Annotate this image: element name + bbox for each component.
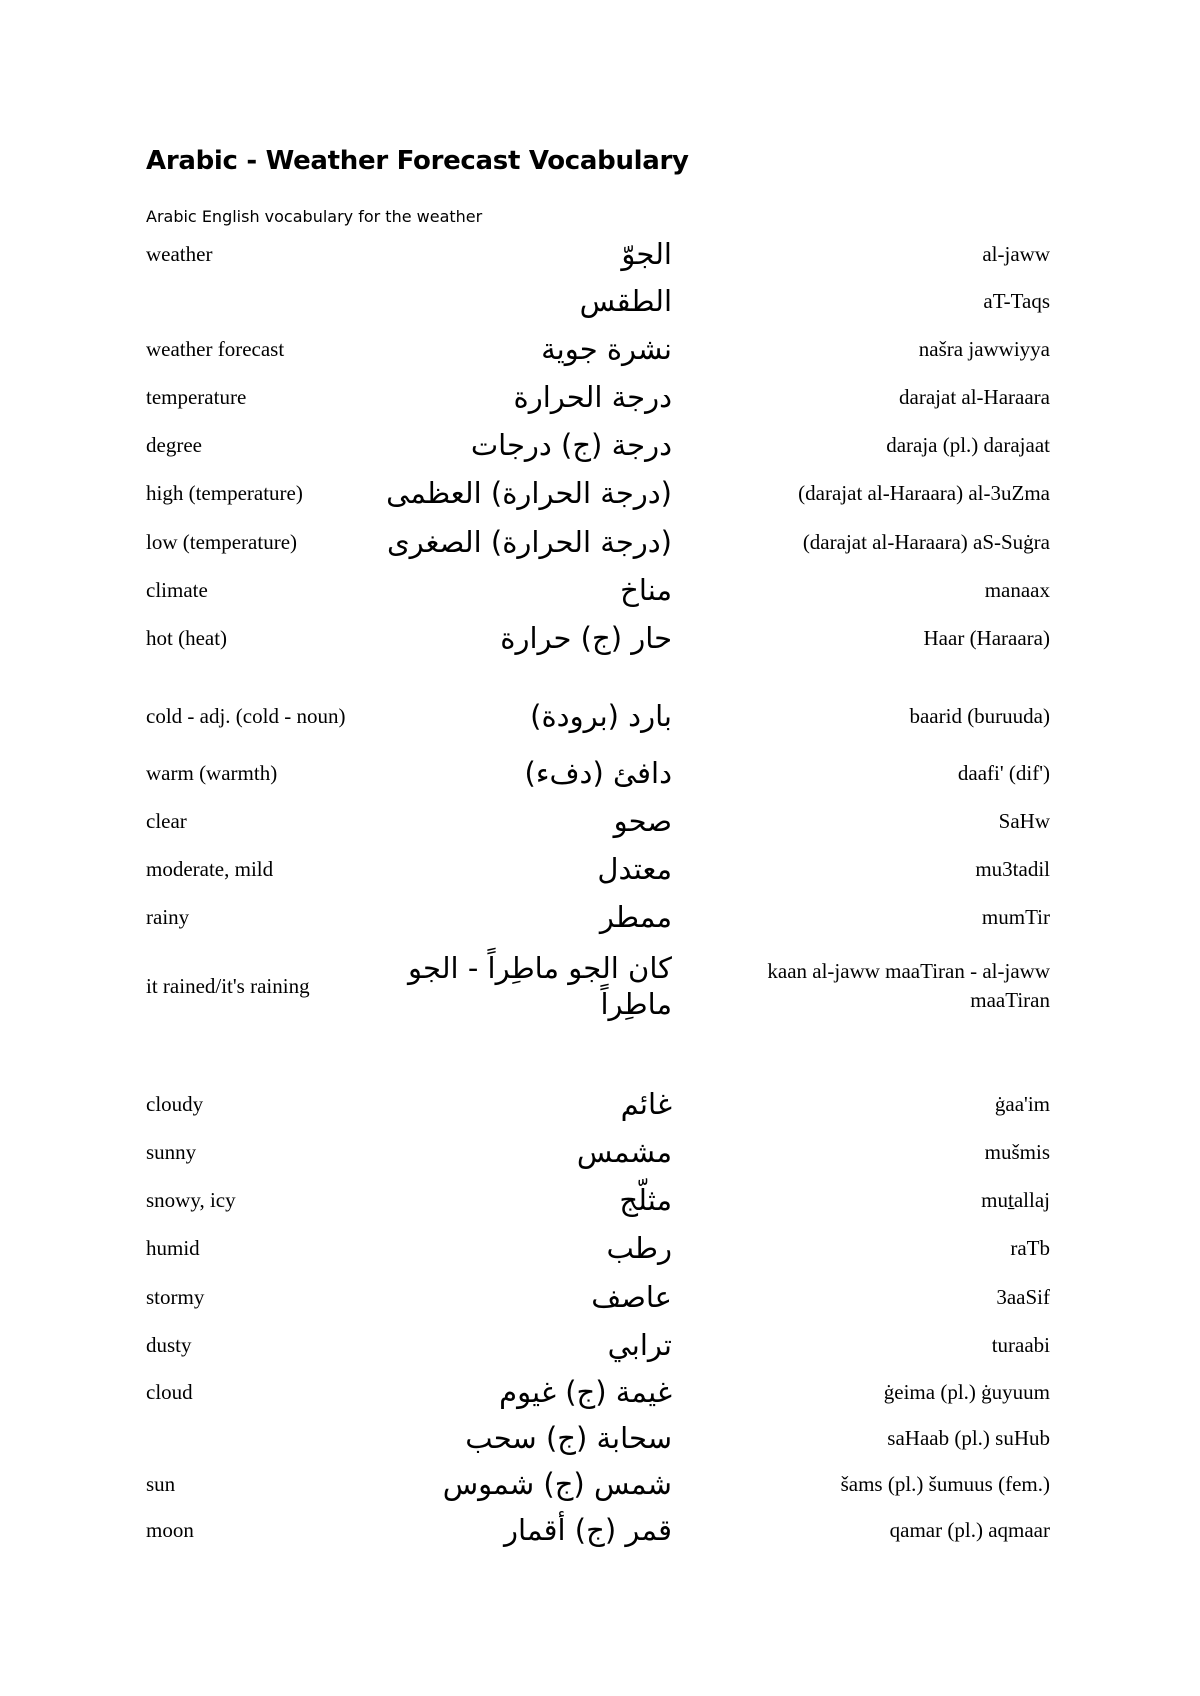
arabic-term: صحو <box>613 804 672 838</box>
arabic-term: (درجة الحرارة) الصغرى <box>386 525 672 559</box>
arabic-term: معتدل <box>597 852 672 886</box>
vocab-row-sun <box>0 1462 1200 1506</box>
vocab-row-moderate <box>0 847 1200 891</box>
english-term: snowy, icy <box>146 1187 236 1212</box>
transliteration: raTb <box>1010 1235 1050 1260</box>
vocab-row-weather-alt <box>0 279 1200 323</box>
transliteration: daafi' (dif') <box>957 760 1050 785</box>
vocab-row-snowy <box>0 1178 1200 1222</box>
arabic-term: غائم <box>620 1087 672 1121</box>
vocab-row-low-temperature <box>0 520 1200 564</box>
vocab-row-climate <box>0 568 1200 612</box>
english-term: rainy <box>146 904 190 929</box>
english-term: cloudy <box>146 1091 204 1116</box>
transliteration: (darajat al-Haraara) al-3uZma <box>798 480 1050 505</box>
english-term: moderate, mild <box>146 856 274 881</box>
arabic-term: مناخ <box>620 573 672 607</box>
english-term: cold - adj. (cold - noun) <box>146 703 346 728</box>
arabic-term: الجوّ <box>621 237 672 271</box>
vocab-row-humid <box>0 1226 1200 1270</box>
transliteration: ġeima (pl.) ġuyuum <box>883 1379 1050 1404</box>
arabic-term: (درجة الحرارة) العظمى <box>386 476 672 510</box>
english-term: sunny <box>146 1139 197 1164</box>
english-term: humid <box>146 1235 200 1260</box>
transliteration: mumTir <box>981 904 1050 929</box>
transliteration: našra jawwiyya <box>918 336 1050 361</box>
arabic-term: دافئ (دفء) <box>524 756 672 790</box>
vocab-row-hot <box>0 616 1200 660</box>
arabic-term: غيمة (ج) غيوم <box>499 1375 672 1409</box>
arabic-term: الطقس <box>579 284 672 318</box>
vocab-row-weather <box>0 232 1200 276</box>
transliteration: manaax <box>984 577 1050 602</box>
arabic-term: سحابة (ج) سحب <box>465 1421 672 1455</box>
vocab-row-cloud-alt <box>0 1416 1200 1460</box>
arabic-term: عاصف <box>591 1280 672 1314</box>
vocab-row-warm <box>0 751 1200 795</box>
vocab-row-weather-forecast <box>0 327 1200 371</box>
vocab-row-cold <box>0 685 1200 747</box>
transliteration: ġaa'im <box>994 1091 1050 1116</box>
vocab-row-temperature <box>0 375 1200 419</box>
arabic-term: قمر (ج) أقمار <box>504 1513 672 1547</box>
transliteration: muṯallaj <box>981 1187 1050 1212</box>
transliteration: šams (pl.) šumuus (fem.) <box>840 1471 1050 1496</box>
transliteration: baarid (buruuda) <box>909 703 1050 728</box>
transliteration: SaHw <box>998 808 1050 833</box>
english-term: cloud <box>146 1379 193 1404</box>
vocab-row-dusty <box>0 1323 1200 1367</box>
english-term: climate <box>146 577 208 602</box>
english-term: warm (warmth) <box>146 760 278 785</box>
document-title: Arabic - Weather Forecast Vocabulary <box>146 146 689 176</box>
arabic-term: كان الجو ماطِراً - الجو ماطِراً <box>408 951 672 1021</box>
transliteration: qamar (pl.) aqmaar <box>889 1517 1050 1542</box>
arabic-term: مشمس <box>576 1135 672 1169</box>
transliteration: daraja (pl.) darajaat <box>886 432 1050 457</box>
vocab-row-degree <box>0 423 1200 467</box>
arabic-term: درجة (ج) درجات <box>470 428 672 462</box>
vocab-row-it-rained <box>0 944 1200 1028</box>
english-term: temperature <box>146 384 247 409</box>
english-term: clear <box>146 808 187 833</box>
arabic-term: ممطر <box>599 900 672 934</box>
arabic-term: ترابي <box>607 1328 672 1362</box>
vocab-row-cloudy <box>0 1082 1200 1126</box>
english-term: it rained/it's raining <box>146 973 310 998</box>
english-term: high (temperature) <box>146 480 303 505</box>
arabic-term: حار (ج) حرارة <box>500 621 672 655</box>
transliteration: mušmis <box>984 1139 1050 1164</box>
transliteration: aT-Taqs <box>983 288 1050 313</box>
english-term: degree <box>146 432 202 457</box>
english-term: low (temperature) <box>146 529 298 554</box>
transliteration: al-jaww <box>982 241 1050 266</box>
arabic-term: درجة الحرارة <box>513 380 672 414</box>
transliteration: turaabi <box>991 1332 1050 1357</box>
transliteration: saHaab (pl.) suHub <box>887 1425 1050 1450</box>
english-term: weather <box>146 241 213 266</box>
vocab-row-cloud <box>0 1370 1200 1414</box>
vocab-row-rainy <box>0 895 1200 939</box>
transliteration: 3aaSif <box>996 1284 1050 1309</box>
arabic-term: رطب <box>606 1231 672 1265</box>
english-term: sun <box>146 1471 176 1496</box>
english-term: dusty <box>146 1332 192 1357</box>
vocab-row-sunny <box>0 1130 1200 1174</box>
transliteration: Haar (Haraara) <box>923 625 1050 650</box>
transliteration: kaan al-jaww maaTiran - al-jaww maaTiran <box>767 959 1050 1012</box>
english-term: moon <box>146 1517 194 1542</box>
english-term <box>146 1416 361 1460</box>
english-term: weather forecast <box>146 336 285 361</box>
transliteration: mu3tadil <box>975 856 1050 881</box>
arabic-term: مثلّج <box>619 1183 672 1217</box>
vocab-row-clear <box>0 799 1200 843</box>
english-term: hot (heat) <box>146 625 228 650</box>
vocab-row-high-temperature <box>0 471 1200 515</box>
arabic-term: شمس (ج) شموس <box>442 1467 672 1501</box>
vocab-row-stormy <box>0 1275 1200 1319</box>
arabic-term: نشرة جوية <box>541 332 672 366</box>
english-term: stormy <box>146 1284 205 1309</box>
arabic-term: بارد (برودة) <box>530 699 672 733</box>
vocab-row-moon <box>0 1508 1200 1552</box>
document-subtitle: Arabic English vocabulary for the weather <box>146 207 483 226</box>
english-term <box>146 279 361 323</box>
transliteration: darajat al-Haraara <box>899 384 1050 409</box>
transliteration: (darajat al-Haraara) aS-Suġra <box>802 529 1050 554</box>
